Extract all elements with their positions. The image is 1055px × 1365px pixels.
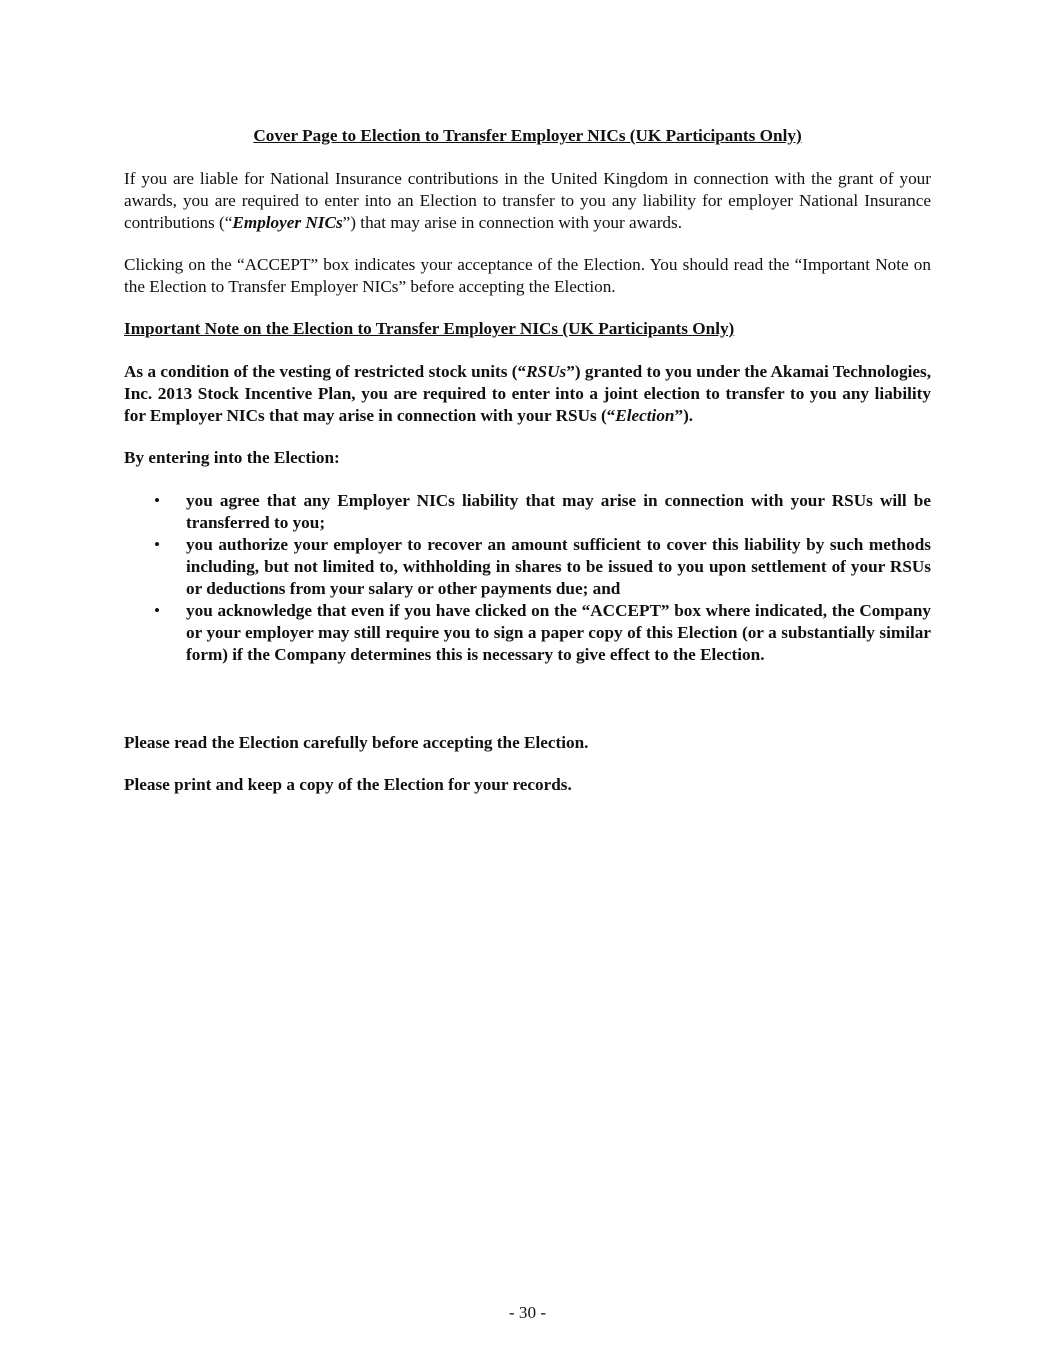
condition-text-middle: ”) granted to you under the Akamai Technologies, Inc. 2013 Stock Incentive Plan, you are required to enter into a joint election to transfer to you any liability for Employer NICs that may arise in connection with your RSUs (“ xyxy=(124,362,931,425)
bullet-glyph: • xyxy=(154,601,161,620)
print-copy-note: Please print and keep a copy of the Election for your records. xyxy=(124,775,572,794)
list-item-text: you agree that any Employer NICs liability that may arise in connection with your RSUs will be transferred to you; xyxy=(186,491,931,532)
page-number: - 30 - xyxy=(508,1303,547,1322)
election-terms-list xyxy=(124,490,931,666)
election-term: Election xyxy=(615,406,675,425)
list-item-text: you acknowledge that even if you have clicked on the “ACCEPT” box where indicated, the Company or your employer may still require you to sign a paper copy of this Election (or a substantially similar form) if the Company determines this is necessary to give effect to the Election. xyxy=(186,601,931,664)
rsus-term: RSUs xyxy=(526,362,567,381)
lead-in-text: By entering into the Election: xyxy=(124,448,340,467)
condition-text-end: ”). xyxy=(674,406,694,425)
bullet-glyph: • xyxy=(154,491,161,510)
list-item xyxy=(124,600,931,666)
list-item xyxy=(124,534,931,600)
page-title: Cover Page to Election to Transfer Employer NICs (UK Participants Only) xyxy=(253,126,802,145)
read-carefully-note: Please read the Election carefully before accepting the Election. xyxy=(124,733,589,752)
intro-text-end: ”) that may arise in connection with your awards. xyxy=(342,213,683,232)
condition-text-start: As a condition of the vesting of restricted stock units (“ xyxy=(124,362,527,381)
accept-paragraph: Clicking on the “ACCEPT” box indicates your acceptance of the Election. You should read the “Important Note on the Election to Transfer Employer NICs” before accepting the Election. xyxy=(124,255,931,296)
list-item xyxy=(124,490,931,534)
condition-paragraph xyxy=(124,361,931,427)
important-note-heading: Important Note on the Election to Transfer Employer NICs (UK Participants Only) xyxy=(124,319,735,338)
intro-text-start: If you are liable for National Insurance contributions in the United Kingdom in connection with the grant of your awards, you are required to enter into an Election to transfer to you any liability for employer National Insurance contributions (“ xyxy=(124,169,931,232)
bullet-glyph: • xyxy=(154,535,161,554)
intro-paragraph xyxy=(124,168,931,234)
employer-nics-term: Employer NICs xyxy=(232,213,343,232)
list-item-text: you authorize your employer to recover an amount sufficient to cover this liability by such methods including, but not limited to, withholding in shares to be issued to you upon settlement of your RSUs or deductions from your salary or other payments due; and xyxy=(186,535,931,598)
